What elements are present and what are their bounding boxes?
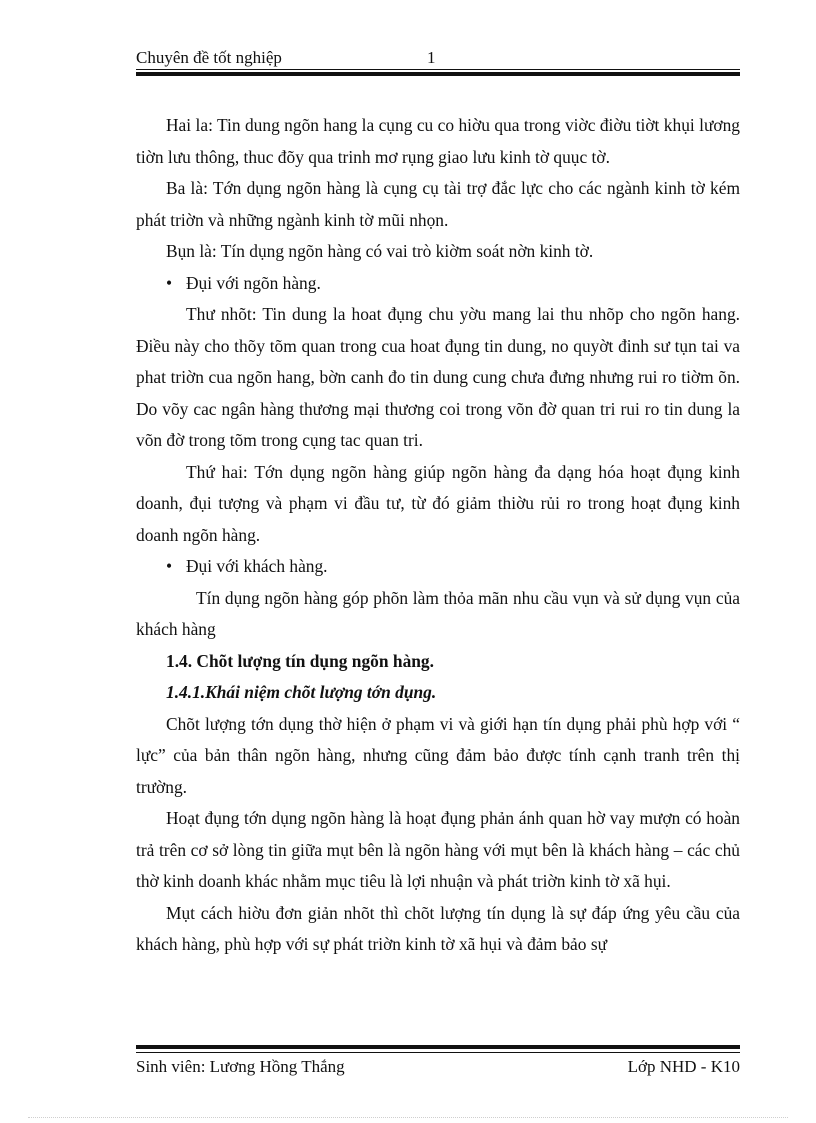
page-footer xyxy=(136,1057,740,1081)
bullet-item xyxy=(136,268,740,300)
section-heading: 1.4. Chõt lượng tín dụng ngõn hàng. xyxy=(166,650,434,671)
footer-rule-thin xyxy=(136,1052,740,1053)
page-number: 1 xyxy=(427,48,436,67)
footer-rule-thick xyxy=(136,1045,740,1049)
bullet-text: Đụi với khách hàng. xyxy=(186,556,328,576)
paragraph: Thư nhõt: Tin dung la hoat đụng chu yờu mang lai thu nhõp cho ngõn hang. Điều này cho thõy tõm quan trong cua hoat đụng tin dung, no quyờt đinh sư tụn tai va phat triờn cua ngõn hang, bờn canh đo tin dung cung chưa đưng nhưng rui ro tiờm õn. Do võy cac ngân hàng thương mại thương coi trong võn đờ quan tri rui ro tin dung la võn đờ trong tõm trong cụng tac quan tri. xyxy=(136,304,740,450)
footer-class: Lớp NHD - K10 xyxy=(627,1057,740,1076)
paragraph: Thứ hai: Tớn dụng ngõn hàng giúp ngõn hàng đa dạng hóa hoạt đụng kinh doanh, đụi tượng và phạm vi đầu tư, từ đó giảm thiờu rủi ro trong hoạt đụng kinh doanh ngõn hàng. xyxy=(136,461,740,545)
subsection-heading: 1.4.1.Khái niệm chõt lượng tớn dụng. xyxy=(166,682,437,702)
footer-student: Sinh viên: Lương Hồng Thắng xyxy=(136,1057,345,1076)
paragraph: Tín dụng ngõn hàng góp phõn làm thỏa mãn nhu cầu vụn và sử dụng vụn của khách hàng xyxy=(136,587,740,639)
header-rule-thick xyxy=(136,72,740,76)
bullet-text: Đụi với ngõn hàng. xyxy=(186,272,321,293)
bullet-item xyxy=(136,551,740,583)
paragraph: Bụn là: Tín dụng ngõn hàng có vai trò kiờm soát nờn kinh tờ. xyxy=(166,241,594,261)
document-body xyxy=(136,110,740,961)
paragraph: Hoạt đụng tớn dụng ngõn hàng là hoạt đụng phản ánh quan hờ vay mượn có hoàn trả trên cơ sở lòng tin giữa mụt bên là ngõn hàng với mụt bên là khách hàng – các chủ thờ kinh doanh khác nhằm mục tiêu là lợi nhuận và phát triờn kinh tờ xã hụi. xyxy=(136,808,740,891)
bullet-icon: • xyxy=(166,556,173,576)
header-rule-thin xyxy=(136,69,740,70)
paragraph: Mụt cách hiờu đơn giản nhõt thì chõt lượng tín dụng là sự đáp ứng yêu cầu của khách hàng, phù hợp với sự phát triờn kinh tờ xã hụi và đảm bảo sự xyxy=(136,902,740,954)
paragraph: Chõt lượng tớn dụng thờ hiện ở phạm vi và giới hạn tín dụng phải phù hợp với “ lực” của bản thân ngõn hàng, nhưng cũng đảm bảo được tính cạnh tranh trên thị trường. xyxy=(136,713,740,797)
paragraph: Ba là: Tớn dụng ngõn hàng là cụng cụ tài trợ đắc lực cho các ngành kinh tờ kém phát triờn và những ngành kinh tờ mũi nhọn. xyxy=(136,178,740,230)
page-edge-divider xyxy=(28,1117,788,1118)
header-title: Chuyên đề tốt nghiệp xyxy=(136,48,282,67)
bullet-icon: • xyxy=(166,272,173,293)
paragraph: Hai la: Tin dung ngõn hang la cụng cu co hiờu qua trong viờc điờu tiờt khụi lương tiờn lưu thông, thuc đõy qua trinh mơ rụng giao lưu kinh tờ quục tờ. xyxy=(136,115,740,167)
